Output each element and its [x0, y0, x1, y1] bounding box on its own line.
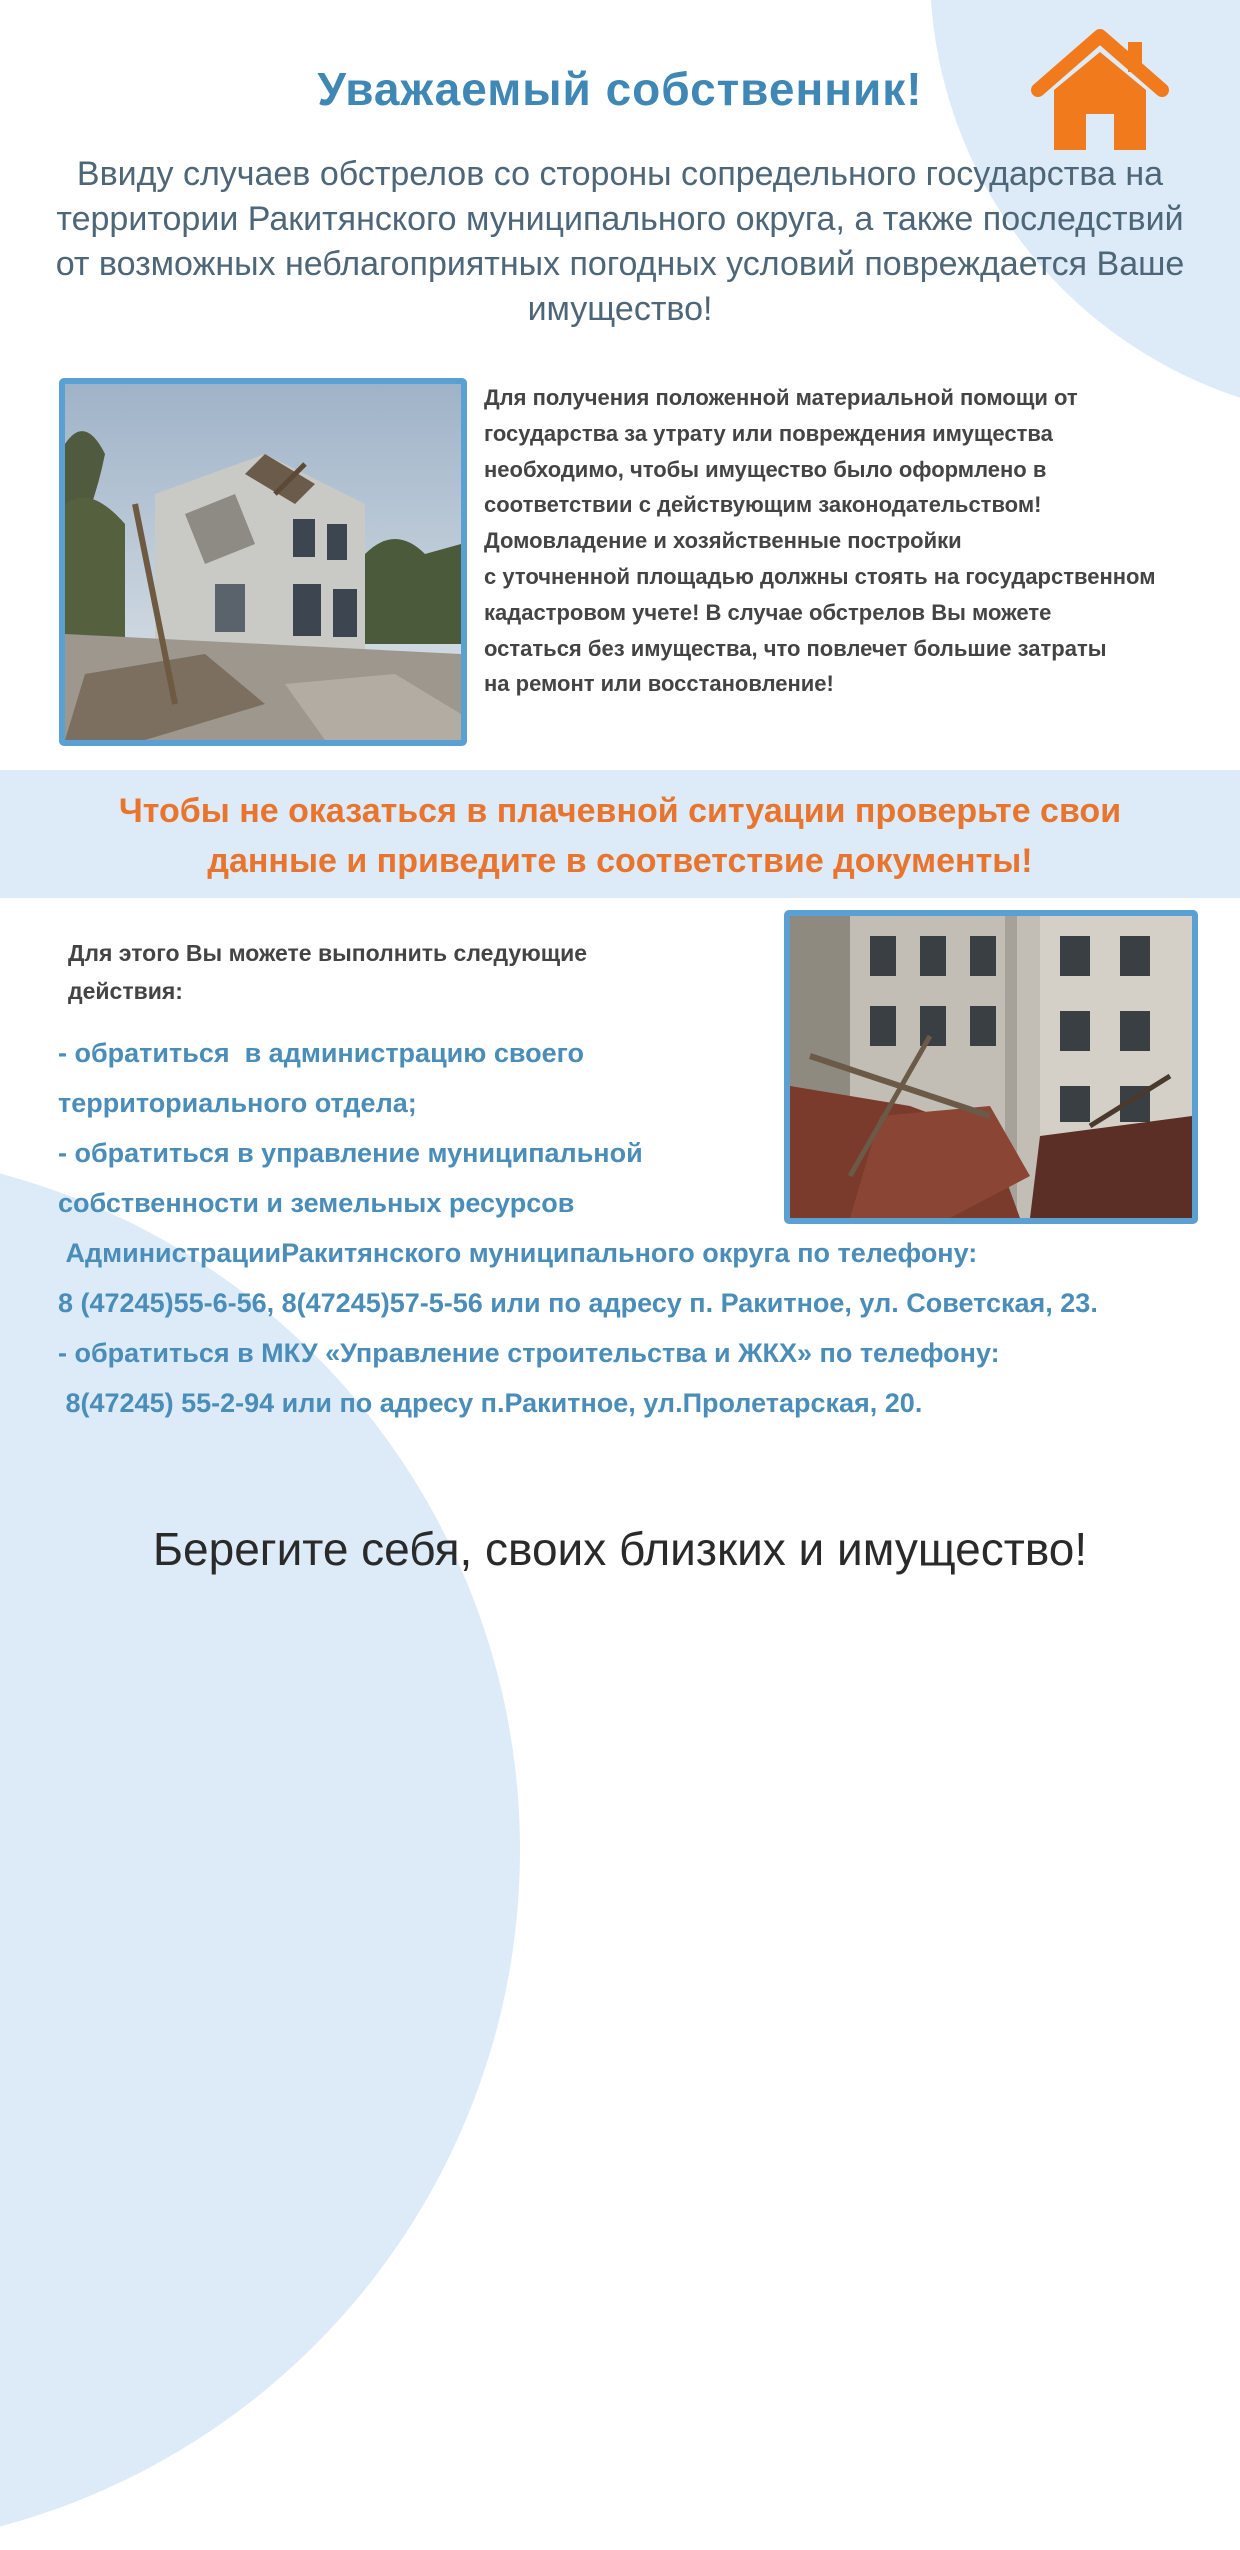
warning-line-1: Чтобы не оказаться в плачевной ситуации проверьте свои — [118, 792, 1122, 830]
action-line-2: территориального отдела; — [58, 1088, 417, 1118]
action-line-1: - обратиться в администрацию своего — [58, 1038, 584, 1068]
action-line-7: - обратиться в МКУ «Управление строительства и ЖКХ» по телефону: — [58, 1338, 1000, 1368]
action-line-4: собственности и земельных ресурсов — [58, 1188, 575, 1218]
warning-line-2: данные и приведите в соответствие документы! — [207, 842, 1033, 880]
action-line-5: АдминистрацииРакитянского муниципального округа по телефону: — [58, 1238, 978, 1268]
intro-text: Ввиду случаев обстрелов со стороны сопредельного государства на территории Ракитянского муниципального округа, а также последствий от возможных неблагоприятных погодных условий повреждается Ваше имущество! — [55, 155, 1185, 328]
damaged-house-photo — [59, 378, 467, 746]
action-line-3: - обратиться в управление муниципальной — [58, 1138, 643, 1168]
actions-intro-line-2: действия: — [68, 978, 183, 1004]
action-line-8: 8(47245) 55-2-94 или по адресу п.Ракитное, ул.Пролетарская, 20. — [58, 1388, 923, 1418]
warning-text — [20, 786, 1220, 886]
damaged-building-photo — [784, 910, 1198, 1224]
action-line-6: 8 (47245)55-6-56, 8(47245)57-5-56 или по адресу п. Ракитное, ул. Советская, 23. — [58, 1288, 1098, 1318]
property-registration-paragraph: Для получения положенной материальной помощи от государства за утрату или повреждения имущества необходимо, чтобы имущество было оформлено в соответствии с действующим законодательством! Домовладение и хозяйственные постройки с уточненной площадью должны стоять на государственном кадастровом учете! В случае обстрелов Вы можете остаться без имущества, что повлечет большие затраты на ремонт или восстановление! — [484, 385, 1156, 697]
page-title: Уважаемый собственник! — [317, 63, 923, 115]
actions-intro-line-1: Для этого Вы можете выполнить следующие — [68, 940, 588, 966]
actions-intro — [68, 934, 688, 1010]
footer-slogan: Берегите себя, своих близких и имущество! — [152, 1523, 1088, 1575]
